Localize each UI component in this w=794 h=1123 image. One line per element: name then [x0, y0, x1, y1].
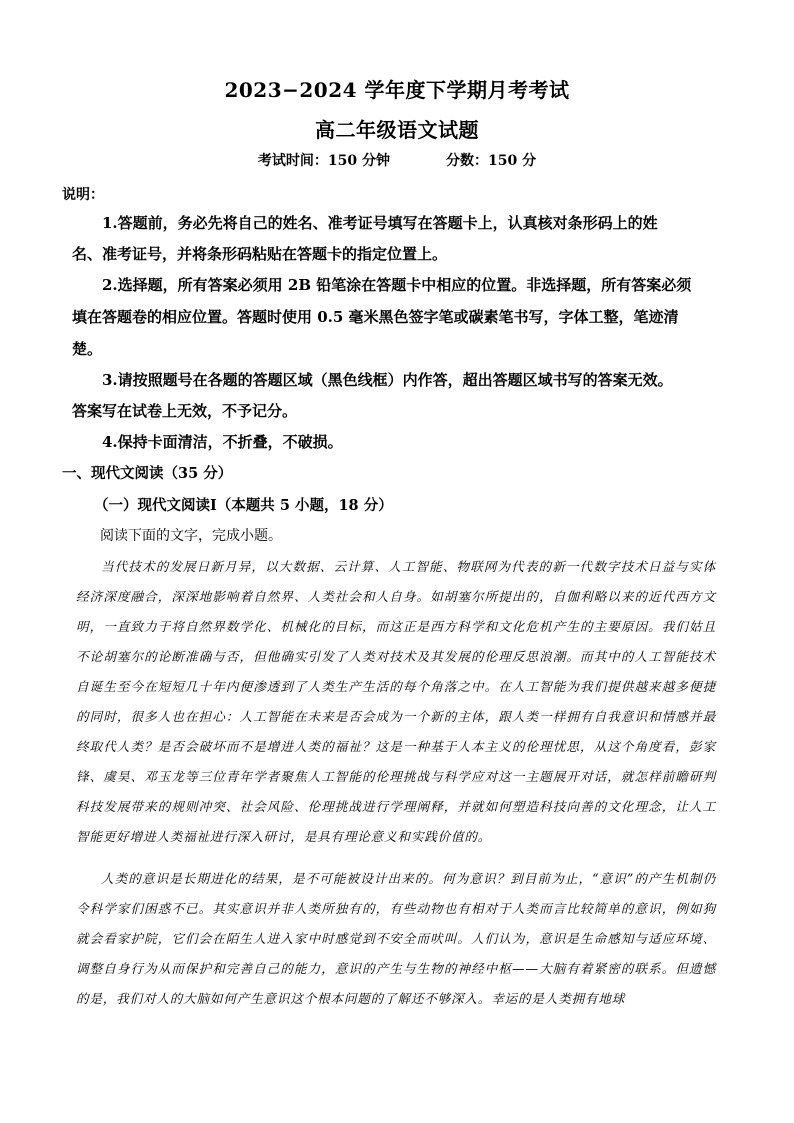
exam-time: 考试时间：150 分钟 [257, 153, 390, 169]
passage-paragraph-1: 当代技术的发展日新月异，以大数据、云计算、人工智能、物联网为代表的新一代数字技术日益与实体经济深度融合，深深地影响着自然界、人类社会和人自身。如胡塞尔所提出的，自伽利略以来的近代西方文明，一直致力于将自然界数学化、机械化的目标，而这正是西方科学和文化危机产生的主要原因。我们姑且不论胡塞尔的论断准确与否，但他确实引发了人类对技术及其发展的伦理反思浪潮。而其中的人工智能技术自诞生至今在短短几十年内便渗透到了人类生产生活的每个角落之中。在人工智能为我们提供越来越多便捷的同时，很多人也在担心：人工智能在未来是否会成为一个新的主体，跟人类一样拥有自我意识和情感并最终取代人类？是否会破坏而不是增进人类的福祉？这是一种基于人本主义的伦理忧思，从这个角度看，彭家锋、虞昊、邓玉龙等三位青年学者聚焦人工智能的伦理挑战与科学应对这一主题展开对话，就怎样前瞻研判科技发展带来的规则冲突、社会风险、伦理挑战进行学理阐释，并就如何塑造科技向善的文化理念，让人工智能更好增进人类福祉进行深入研讨，是具有理论意义和实践价值的。 [76, 559, 716, 844]
section-subheading: （一）现代文阅读Ⅰ（本题共 5 小题，18 分） [94, 497, 393, 514]
instruction-2-line-2: 填在答题卷的相应位置。答题时使用 0.5 毫米黑色签字笔或碳素笔书写，字体工整，笔迹清 [72, 308, 679, 326]
section-heading: 一、现代文阅读（35 分） [62, 465, 233, 482]
passage-paragraph-2: 人类的意识是长期进化的结果，是不可能被设计出来的。何为意识？到目前为止，“意识”的产生机制仍令科学家们困惑不已。其实意识并非人类所独有的，有些动物也有相对于人类而言比较简单的意识，例如狗就会看家护院，它们会在陌生人进入家中时感觉到不安全而吠叫。人们认为，意识是生命感知与适应环境、调整自身行为从而保护和完善自己的能力，意识的产生与生物的神经中枢——大脑有着紧密的联系。但遗憾的是，我们对人的大脑如何产生意识这个根本问题的了解还不够深入。幸运的是人类拥有地球 [76, 871, 716, 1006]
instruction-3-line-1: 3.请按照题号在各题的答题区域（黑色线框）内作答，超出答题区域书写的答案无效。 [102, 371, 673, 389]
instruction-2-line-3: 楚。 [72, 340, 103, 358]
exam-score: 分数：150 分 [446, 153, 537, 169]
instruction-2-line-1: 2.选择题，所有答案必须用 2B 铅笔涂在答题卡中相应的位置。非选择题，所有答案必须 [102, 276, 692, 294]
instructions-heading: 说明： [62, 187, 104, 203]
exam-title: 2023−2024 学年度下学期月考考试 [224, 78, 570, 102]
instruction-3-line-2: 答案写在试卷上无效，不予记分。 [72, 402, 298, 420]
reading-prompt: 阅读下面的文字，完成小题。 [100, 528, 282, 544]
exam-subtitle: 高二年级语文试题 [315, 118, 479, 142]
instruction-1-line-2: 名、准考证号，并将条形码粘贴在答题卡的指定位置上。 [72, 245, 448, 263]
exam-meta [0, 150, 794, 170]
instruction-4: 4.保持卡面清洁，不折叠，不破损。 [102, 433, 343, 451]
instruction-1-line-1: 1.答题前，务必先将自己的姓名、准考证号填写在答题卡上，认真核对条形码上的姓 [102, 214, 658, 232]
